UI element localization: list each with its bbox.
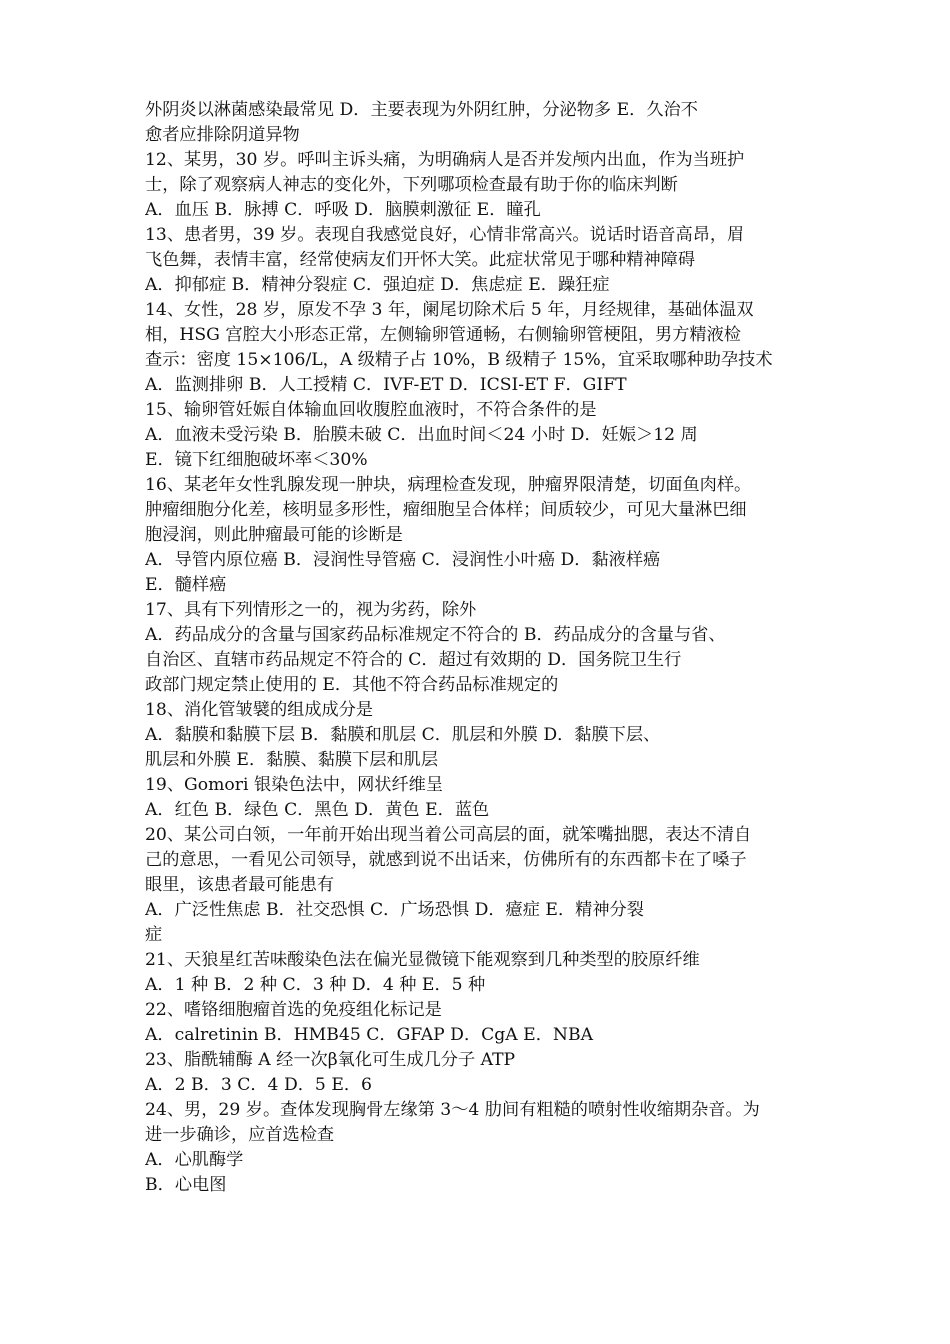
text-line: E．镜下红细胞破坏率＜30% [145, 450, 368, 470]
text-line: 外阴炎以淋菌感染最常见 D．主要表现为外阴红肿，分泌物多 E．久治不 [145, 100, 698, 120]
text-line: 肿瘤细胞分化差，核明显多形性，瘤细胞呈合体样；间质较少，可见大量淋巴细 [145, 500, 747, 520]
text-line: 自治区、直辖市药品规定不符合的 C．超过有效期的 D．国务院卫生行 [145, 650, 682, 670]
question-22-stem: 22、嗜铬细胞瘤首选的免疫组化标记是 [145, 1000, 442, 1020]
text-line: 己的意思，一看见公司领导，就感到说不出话来，仿佛所有的东西都卡在了嗓子 [145, 850, 747, 870]
question-14-options: A．监测排卵 B．人工授精 C．IVF-ET D．ICSI-ET F．GIFT [145, 375, 627, 395]
question-20-stem: 20、某公司白领，一年前开始出现当着公司高层的面，就笨嘴拙腮，表达不清自 [145, 825, 752, 845]
question-text-block [145, 98, 815, 1198]
text-line: 士，除了观察病人神志的变化外，下列哪项检查最有助于你的临床判断 [145, 175, 678, 195]
question-24-stem: 24、男，29 岁。查体发现胸骨左缘第 3～4 肋间有粗糙的喷射性收缩期杂音。为 [145, 1100, 760, 1120]
question-15-options: A．血液未受污染 B．胎膜未破 C．出血时间＜24 小时 D．妊娠＞12 周 [145, 425, 698, 445]
text-line: 进一步确诊，应首选检查 [145, 1125, 335, 1145]
question-14-stem: 14、女性，28 岁，原发不孕 3 年，阑尾切除术后 5 年，月经规律，基础体温双 [145, 300, 754, 320]
text-line: 愈者应排除阴道异物 [145, 125, 300, 145]
question-13-stem: 13、患者男，39 岁。表现自我感觉良好，心情非常高兴。说话时语音高昂，眉 [145, 225, 745, 245]
question-18-options: A．黏膜和黏膜下层 B．黏膜和肌层 C．肌层和外膜 D．黏膜下层、 [145, 725, 661, 745]
text-line: 查示：密度 15×106/L，A 级精子占 10%，B 级精子 15%，宜采取哪种助孕技术 [145, 350, 773, 370]
question-12-stem: 12、某男，30 岁。呼叫主诉头痛，为明确病人是否并发颅内出血，作为当班护 [145, 150, 745, 170]
question-21-stem: 21、天狼星红苦味酸染色法在偏光显微镜下能观察到几种类型的胶原纤维 [145, 950, 700, 970]
question-17-stem: 17、具有下列情形之一的，视为劣药，除外 [145, 600, 477, 620]
text-line: 胞浸润，则此肿瘤最可能的诊断是 [145, 525, 403, 545]
question-19-options: A．红色 B．绿色 C．黑色 D．黄色 E．蓝色 [145, 800, 490, 820]
text-line: 眼里，该患者最可能患有 [145, 875, 335, 895]
question-24-option-a: A．心肌酶学 [145, 1150, 244, 1170]
question-24-option-b: B．心电图 [145, 1175, 227, 1195]
question-19-stem: 19、Gomori 银染色法中，网状纤维呈 [145, 775, 444, 795]
text-line: 相，HSG 宫腔大小形态正常，左侧输卵管通畅，右侧输卵管梗阻，男方精液检 [145, 325, 741, 345]
question-13-options: A．抑郁症 B．精神分裂症 C．强迫症 D．焦虑症 E．躁狂症 [145, 275, 610, 295]
question-23-options: A．2 B．3 C．4 D．5 E．6 [145, 1075, 372, 1095]
question-18-stem: 18、消化管皱襞的组成成分是 [145, 700, 374, 720]
question-12-options: A．血压 B．脉搏 C．呼吸 D．脑膜刺激征 E．瞳孔 [145, 200, 541, 220]
question-21-options: A．1 种 B．2 种 C．3 种 D．4 种 E．5 种 [145, 975, 486, 995]
question-20-options: A．广泛性焦虑 B．社交恐惧 C．广场恐惧 D．癔症 E．精神分裂 [145, 900, 644, 920]
question-16-stem: 16、某老年女性乳腺发现一肿块，病理检查发现，肿瘤界限清楚，切面鱼肉样。 [145, 475, 752, 495]
question-16-options: A．导管内原位癌 B．浸润性导管癌 C．浸润性小叶癌 D．黏液样癌 [145, 550, 661, 570]
question-22-options: A．calretinin B．HMB45 C．GFAP D．CgA E．NBA [145, 1025, 593, 1045]
question-23-stem: 23、脂酰辅酶 A 经一次β氧化可生成几分子 ATP [145, 1050, 516, 1070]
text-line: 肌层和外膜 E．黏膜、黏膜下层和肌层 [145, 750, 439, 770]
question-17-options: A．药品成分的含量与国家药品标准规定不符合的 B．药品成分的含量与省、 [145, 625, 726, 645]
text-line: 飞色舞，表情丰富，经常使病友们开怀大笑。此症状常见于哪种精神障碍 [145, 250, 696, 270]
text-line: 政部门规定禁止使用的 E．其他不符合药品标准规定的 [145, 675, 559, 695]
question-15-stem: 15、输卵管妊娠自体输血回收腹腔血液时，不符合条件的是 [145, 400, 597, 420]
text-line: E．髓样癌 [145, 575, 227, 595]
text-line: 症 [145, 925, 163, 945]
